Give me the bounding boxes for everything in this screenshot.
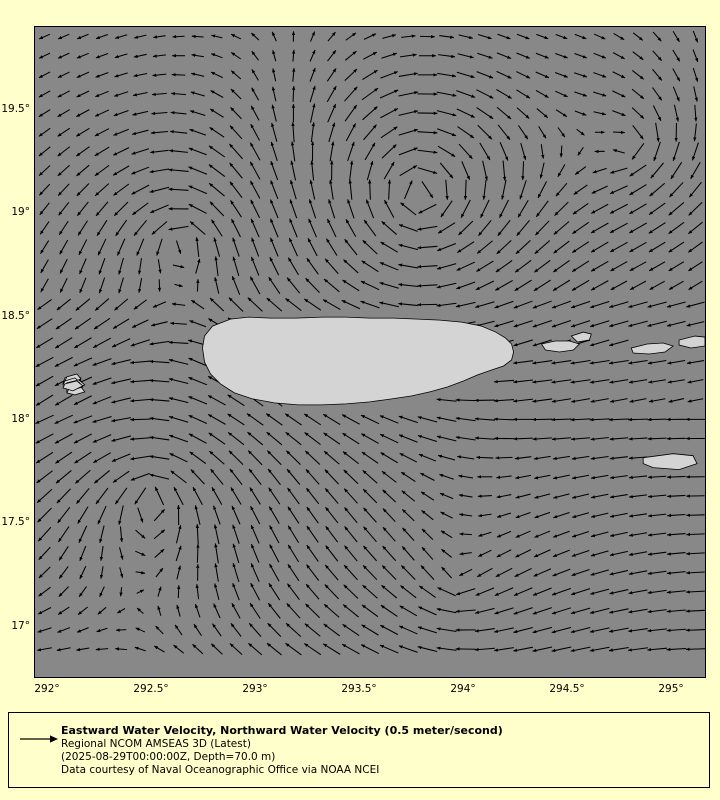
caption-time-depth: (2025-08-29T00:00:00Z, Depth=70.0 m) [61,751,276,763]
vector-scale-arrow-icon [19,733,59,745]
y-axis-tick: 19.5° [1,102,30,115]
x-axis-tick: 293.5° [341,683,377,695]
x-axis-tick-labels [0,684,720,700]
x-axis-tick: 294° [450,683,476,695]
x-axis-tick: 294.5° [549,683,585,695]
caption-title: Eastward Water Velocity, Northward Water Velocity (0.5 meter/second) [61,724,503,737]
caption-text-block [61,724,701,777]
caption-dataset: Regional NCOM AMSEAS 3D (Latest) [61,738,251,750]
x-axis-tick: 295° [658,683,684,695]
map-plot-area[interactable] [34,26,706,678]
culebra-island [571,332,591,342]
land-polygons [35,27,705,677]
y-axis-tick: 17.5° [1,515,30,528]
legend-caption-box [8,712,710,788]
x-axis-tick: 292.5° [133,683,169,695]
x-axis-tick: 293° [242,683,268,695]
y-axis-tick: 18.5° [1,309,30,322]
x-axis-tick: 292° [34,683,60,695]
st-john-island [679,336,705,348]
y-axis-tick: 17° [11,619,30,632]
st-thomas-island [631,343,673,354]
y-axis-tick: 18° [11,412,30,425]
st-croix-island [643,454,697,470]
vieques-island [541,341,579,352]
y-axis-tick: 19° [11,205,30,218]
y-axis-tick-labels [0,0,34,800]
puerto-rico-island [203,317,514,405]
caption-courtesy: Data courtesy of Naval Oceanographic Office via NOAA NCEI [61,764,380,776]
